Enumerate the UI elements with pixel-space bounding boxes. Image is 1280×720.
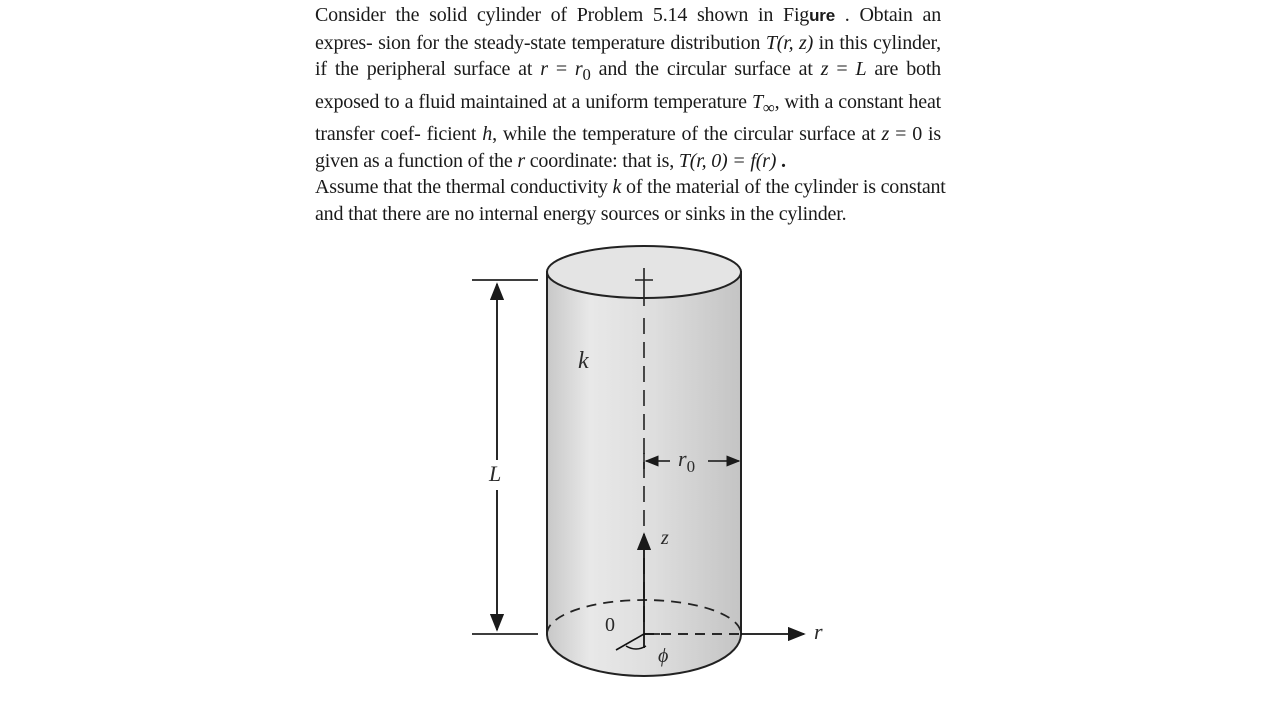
math-var: r (517, 149, 525, 172)
math-var: T (765, 31, 777, 54)
math-var: T (751, 90, 763, 113)
problem-paragraph-1 (315, 2, 941, 174)
text-span: = 0 is given as a function (315, 123, 941, 172)
label-r: r (814, 619, 823, 644)
math-args: (r, z) (776, 31, 814, 54)
text-span: Assume that the thermal conductivity (315, 176, 613, 198)
cylinder-diagram (460, 238, 840, 688)
text-span: , while the temperature of the circular surface at (492, 123, 882, 145)
math-equation: T(r, 0) = f(r) (678, 149, 777, 172)
text-span: and the circular surface at (590, 58, 821, 80)
text-span: of the (467, 149, 518, 172)
math-subscript: 0 (582, 65, 591, 84)
text-span: sion for the steady-state temperature distribution (378, 31, 766, 54)
label-r0-sub: 0 (686, 457, 696, 476)
math-subscript: ∞ (762, 97, 775, 117)
math-op: = (547, 58, 575, 80)
text-span: , with a constant heat transfer coef- (315, 90, 941, 145)
text-span: coordinate: that is, (524, 149, 679, 172)
cylinder-figure (460, 238, 840, 688)
math-op: = (828, 58, 856, 80)
problem-paragraph-2 (315, 174, 955, 227)
label-k: k (578, 348, 589, 374)
text-span: fluid maintained at a uniform temperature (418, 90, 752, 113)
math-var: h (482, 123, 493, 145)
text-span: Consider the solid cylinder of Problem 5.14 shown in Fig (315, 4, 810, 26)
math-var: z (881, 123, 890, 145)
problem-statement (315, 2, 955, 227)
text-span: are both exposed to a (315, 58, 941, 113)
figure-ref-insert: ure (809, 6, 835, 25)
text-span: peripheral surface at (366, 58, 541, 80)
math-var: z (820, 58, 829, 80)
math-var: L (855, 58, 867, 80)
text-span: in this cylinder, if the (315, 31, 941, 80)
math-var: k (612, 176, 622, 198)
text-span: . Obtain an expres- (315, 4, 941, 54)
label-z: z (661, 527, 669, 549)
label-origin: 0 (605, 614, 615, 636)
math-var: r (574, 58, 583, 80)
label-L: L (489, 461, 502, 486)
text-span: . (776, 149, 786, 172)
label-r0-main: r (678, 446, 687, 471)
text-span: of the material of the cylinder is constant and that there are no internal energy sources or sinks in the cylinder. (315, 176, 946, 225)
math-var: r (540, 58, 548, 80)
text-span: ficient (426, 123, 483, 145)
label-phi: ϕ (658, 645, 669, 667)
